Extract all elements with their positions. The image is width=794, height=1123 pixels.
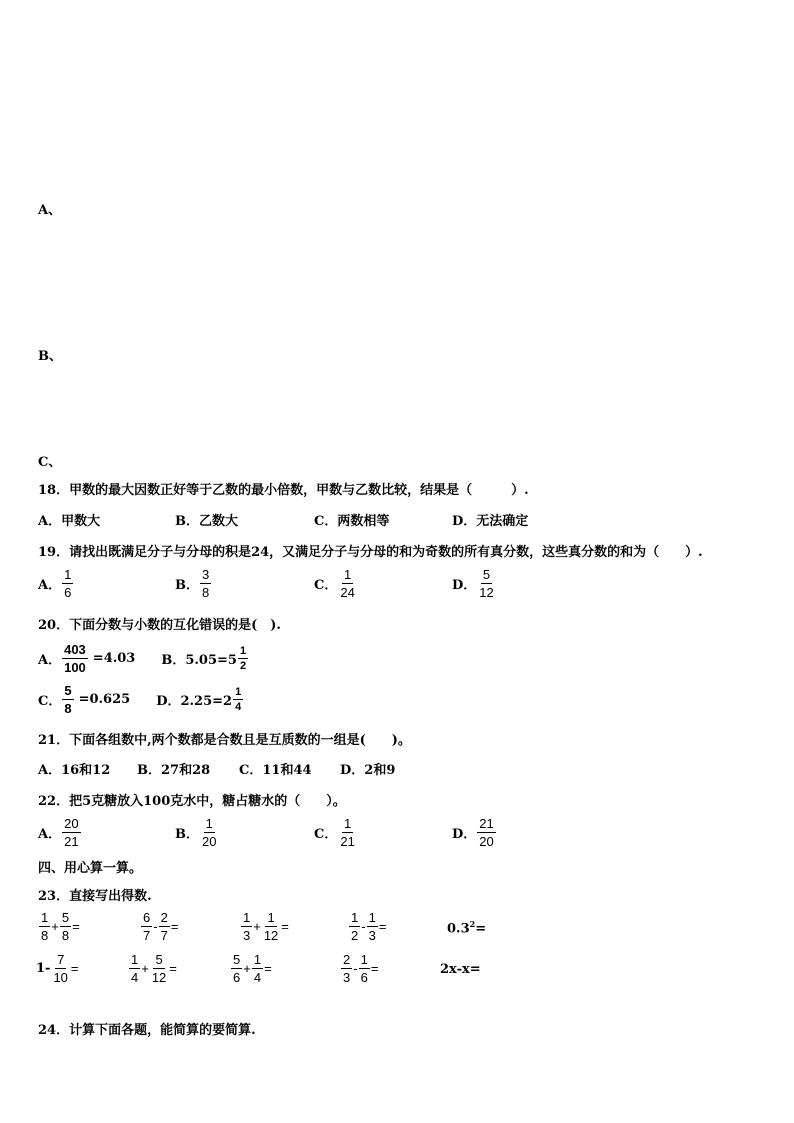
question-23-text: 23．直接写出得数. bbox=[38, 889, 152, 904]
option-text: =4.03 bbox=[92, 651, 136, 666]
option-label: B． bbox=[175, 578, 199, 593]
q18-option-c: C．两数相等 bbox=[314, 514, 390, 529]
fraction: $\frac{1}{21}$ bbox=[340, 816, 355, 849]
q19-option-c bbox=[314, 567, 358, 600]
question-24-text: 24．计算下面各题，能简算的要简算. bbox=[38, 1023, 256, 1038]
option-label: B．5.05=5 bbox=[161, 653, 237, 668]
fraction: $\frac{5}{8}$ bbox=[64, 683, 72, 716]
q18-option-b: B．乙数大 bbox=[175, 514, 238, 529]
q19-option-b bbox=[175, 567, 212, 600]
choice-label-a: A、 bbox=[38, 203, 62, 218]
section-heading: 四、用心算一算。 bbox=[38, 861, 143, 876]
question-21-text: 21．下面各组数中,两个数都是合数且是互质数的一组是( )。 bbox=[38, 733, 411, 748]
fraction: $\frac{1}{4}$ bbox=[235, 686, 242, 713]
q23-expr-2-2: $\frac{1}{4}$ + $\frac{5}{12}$ = bbox=[131, 952, 177, 985]
q21-option-a: A．16和12 bbox=[38, 763, 111, 778]
q23-expr-1-2: $\frac{6}{7}$ - $\frac{2}{7}$ = bbox=[143, 910, 179, 943]
option-label: B． bbox=[175, 827, 199, 842]
q23-expr-2-3: $\frac{5}{6}$ + $\frac{1}{4}$ = bbox=[233, 952, 272, 985]
fraction: $\frac{1}{20}$ bbox=[202, 816, 217, 849]
q23-expr-2-5: 2x-x= bbox=[440, 962, 481, 977]
q19-option-d bbox=[452, 567, 497, 600]
fraction: $\frac{1}{2}$ bbox=[239, 645, 247, 672]
option-label: A． bbox=[38, 578, 62, 593]
fraction: $\frac{21}{20}$ bbox=[479, 816, 494, 849]
option-label: C． bbox=[314, 578, 338, 593]
option-label: C． bbox=[38, 694, 62, 709]
q22-option-a bbox=[38, 816, 82, 849]
fraction: $\frac{1}{6}$ bbox=[64, 567, 72, 600]
fraction: $\frac{5}{12}$ bbox=[479, 567, 494, 600]
option-text: =0.625 bbox=[78, 692, 131, 707]
option-label: A． bbox=[38, 827, 62, 842]
q20-options-row-1 bbox=[38, 642, 249, 675]
option-label: A． bbox=[38, 653, 62, 668]
choice-label-c: C、 bbox=[38, 455, 62, 470]
option-label: D．2.25=2 bbox=[156, 694, 233, 709]
q21-option-b: B．27和28 bbox=[137, 763, 211, 778]
question-18-text: 18．甲数的最大因数正好等于乙数的最小倍数，甲数与乙数比较，结果是（ ）. bbox=[38, 483, 529, 498]
fraction: $\frac{1}{24}$ bbox=[340, 567, 355, 600]
option-label: D． bbox=[452, 578, 477, 593]
q18-option-d: D．无法确定 bbox=[452, 514, 529, 529]
q19-option-a bbox=[38, 567, 74, 600]
q23-expr-1-5: $0.3^2=$ bbox=[447, 919, 487, 937]
q23-expr-1-1: $\frac{1}{8}$ + $\frac{5}{8}$ = bbox=[41, 910, 80, 943]
question-22-text: 22．把5克糖放入100克水中，糖占糖水的（ ）。 bbox=[38, 794, 346, 809]
choice-label-b: B、 bbox=[38, 349, 62, 364]
q23-expr-2-4: $\frac{2}{3}$ - $\frac{1}{6}$ = bbox=[343, 952, 379, 985]
q22-option-d bbox=[452, 816, 497, 849]
q21-option-c: C．11和44 bbox=[239, 763, 312, 778]
q22-option-b bbox=[175, 816, 219, 849]
q22-option-c bbox=[314, 816, 358, 849]
question-19-text: 19．请找出既满足分子与分母的积是24，又满足分子与分母的和为奇数的所有真分数，这些真分数的和为（ ）. bbox=[38, 545, 703, 560]
q23-expr-1-4: $\frac{1}{2}$ - $\frac{1}{3}$ = bbox=[351, 910, 387, 943]
fraction: $\frac{3}{8}$ bbox=[202, 567, 210, 600]
fraction: $\frac{403}{100}$ bbox=[64, 642, 86, 675]
q20-options-row-2 bbox=[38, 683, 244, 716]
option-label: C． bbox=[314, 827, 338, 842]
q23-expr-1-3: $\frac{1}{3}$ + $\frac{1}{12}$ = bbox=[243, 910, 289, 943]
q23-expr-2-1: 1- $\frac{7}{10}$ = bbox=[36, 952, 79, 985]
q18-option-a: A．甲数大 bbox=[38, 514, 101, 529]
q21-option-d: D．2和9 bbox=[340, 763, 396, 778]
question-20-text: 20．下面分数与小数的互化错误的是( ). bbox=[38, 618, 281, 633]
option-label: D． bbox=[452, 827, 477, 842]
fraction: $\frac{20}{21}$ bbox=[64, 816, 79, 849]
